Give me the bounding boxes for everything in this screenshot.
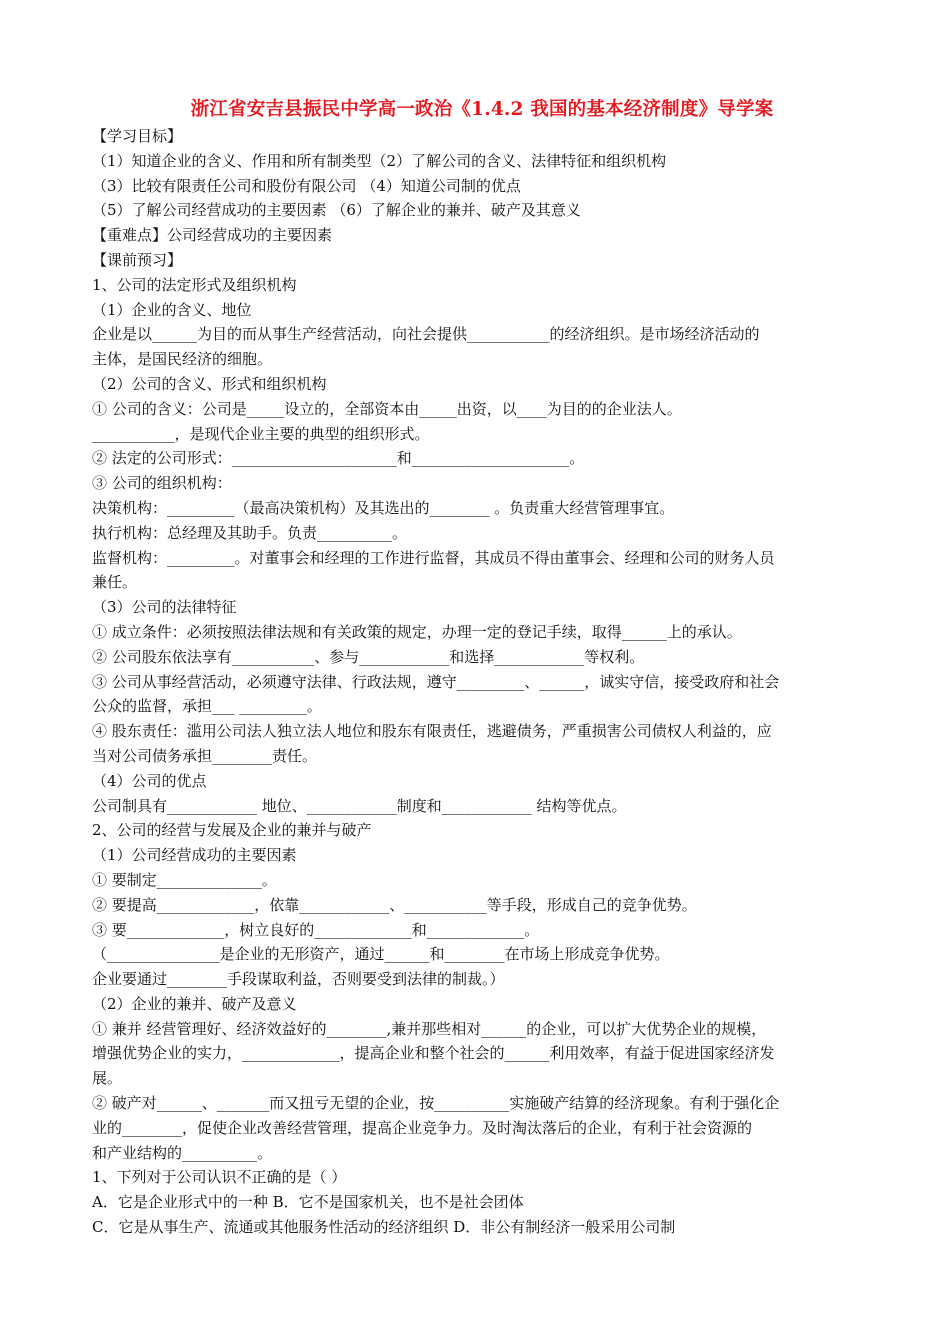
text-line: ③ 公司从事经营活动，必须遵守法律、行政法规，遵守_________、______，诚实守信，接受政府和社会 [92, 672, 780, 691]
text-line: （2）公司的含义、形式和组织机构 [92, 374, 327, 393]
text-line: 业的________，促使企业改善经营管理，提高企业竞争力。及时淘汰落后的企业，有利于社会资源的 [92, 1118, 753, 1137]
text-line: 【课前预习】 [92, 250, 183, 269]
text-line: 1、公司的法定形式及组织机构 [92, 275, 297, 294]
text-line: （_______________是企业的无形资产，通过______和________在市场上形成竞争优势。 [92, 945, 670, 964]
text-line: 增强优势企业的实力，_____________，提高企业和整个社会的______利用效率，有益于促进国家经济发 [92, 1044, 775, 1063]
text-line: 展。 [92, 1069, 123, 1088]
text-line: ① 公司的含义：公司是_____设立的，全部资本由_____出资，以____为目的的企业法人。 [92, 399, 682, 418]
text-line: 执行机构：总经理及其助手。负责__________。 [92, 523, 408, 542]
text-line: ④ 股东责任：滥用公司法人独立法人地位和股东有限责任，逃避债务，严重损害公司债权人利益的，应 [92, 722, 772, 741]
text-line: 当对公司债务承担________责任。 [92, 746, 318, 765]
document-title: 浙江省安吉县振民中学高一政治《1.4.2 我国的基本经济制度》导学案 [190, 99, 774, 120]
text-line: ① 兼并 经营管理好、经济效益好的________,兼并那些相对______的企业，可以扩大优势企业的规模， [92, 1019, 767, 1038]
text-line: （1）公司经营成功的主要因素 [92, 846, 297, 865]
text-line: （5）了解公司经营成功的主要因素 （6）了解企业的兼并、破产及其意义 [92, 201, 581, 220]
document-body [92, 124, 872, 1240]
text-line: 公司制具有____________ 地位、____________制度和____________ 结构等优点。 [92, 796, 627, 815]
text-line: （4）公司的优点 [92, 771, 207, 790]
text-line: （3）公司的法律特征 [92, 598, 237, 617]
text-line: ② 公司股东依法享有___________、参与____________和选择____________等权利。 [92, 647, 645, 666]
text-line: （1）企业的含义、地位 [92, 300, 252, 319]
text-line: ___________，是现代企业主要的典型的组织形式。 [92, 424, 430, 443]
text-line: ③ 要_____________，树立良好的_____________和_____________。 [92, 920, 540, 939]
text-line: ② 法定的公司形式：______________________和_____________________。 [92, 449, 585, 468]
text-line: 公众的监督，承担___ _________。 [92, 697, 322, 716]
text-line: ① 成立条件：必须按照法律法规和有关政策的规定，办理一定的登记手续，取得______上的承认。 [92, 622, 742, 641]
text-line: C．它是从事生产、流通或其他服务性活动的经济组织 D．非公有制经济一般采用公司制 [92, 1218, 676, 1237]
text-line: 1、下列对于公司认识不正确的是（ ） [92, 1168, 347, 1187]
text-line: 企业是以______为目的而从事生产经营活动，向社会提供___________的经济组织。是市场经济活动的 [92, 325, 760, 344]
text-line: A．它是企业形式中的一种 B．它不是国家机关，也不是社会团体 [92, 1193, 524, 1212]
text-line: 【学习目标】 [92, 127, 183, 145]
text-line: 企业要通过________手段谋取利益，否则要受到法律的制裁。） [92, 970, 505, 989]
text-line: 【重难点】公司经营成功的主要因素 [92, 226, 333, 245]
text-line: 兼任。 [92, 573, 138, 592]
text-line: 主体，是国民经济的细胞。 [92, 350, 273, 369]
text-line: 2、公司的经营与发展及企业的兼并与破产 [92, 821, 372, 840]
text-line: 和产业结构的__________。 [92, 1143, 273, 1162]
text-line: 决策机构：_________（最高决策机构）及其选出的________ 。负责重大经营管理事宜。 [92, 498, 675, 517]
text-line: （1）知道企业的含义、作用和所有制类型（2）了解公司的含义、法律特征和组织机构 [92, 151, 667, 170]
text-line: 监督机构：_________。对董事会和经理的工作进行监督，其成员不得由董事会、经理和公司的财务人员 [92, 548, 775, 567]
document-page [92, 96, 872, 1240]
text-line: （2）企业的兼并、破产及意义 [92, 994, 297, 1013]
text-line: ③ 公司的组织机构： [92, 474, 232, 493]
text-line: （3）比较有限责任公司和股份有限公司 （4）知道公司制的优点 [92, 176, 521, 195]
text-line: ② 破产对______、_______而又扭亏无望的企业，按__________实施破产结算的经济现象。有利于强化企 [92, 1094, 780, 1113]
text-line: ① 要制定______________。 [92, 870, 277, 889]
text-line: ② 要提高_____________，依靠____________、___________等手段，形成自己的竞争优势。 [92, 895, 697, 914]
